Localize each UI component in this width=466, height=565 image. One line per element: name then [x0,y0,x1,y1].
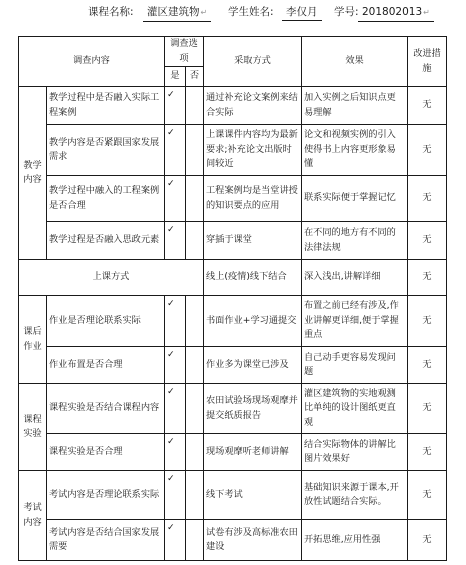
table-row [19,347,447,384]
no-cell [186,176,204,222]
student-name-value: 李仅月 [282,4,322,21]
method-cell: 通过补充论文案例来结合实际 [204,87,302,125]
effect-cell: 在不同的地方有不同的法律法规 [302,222,408,260]
yes-check: ✓ [165,347,186,384]
item-cell: 考试内容是否结合国家发展需要 [47,520,165,561]
group-teaching: 教学内容 [19,87,47,260]
paragraph-mark-icon: ↵ [200,8,208,17]
group-exam: 考试内容 [19,471,47,561]
effect-cell: 开拓思维,应用性强 [302,520,408,561]
survey-table [18,36,447,561]
method-cell: 农田试验场现场观摩并提交纸质报告 [204,384,302,434]
header-effect: 效果 [302,37,408,87]
header-yes: 是 [165,67,186,87]
table-row [19,222,447,260]
no-cell [186,471,204,520]
table-row [19,87,447,125]
item-cell: 作业是否理论联系实际 [47,296,165,347]
course-name-value [143,4,211,22]
effect-cell: 加入实例之后知识点更易理解 [302,87,408,125]
no-cell [186,87,204,125]
method-cell: 穿插于课堂 [204,222,302,260]
effect-cell: 布置之前已经有涉及,作业讲解更详细,便于掌握重点 [302,296,408,347]
form-header [0,4,466,20]
item-cell: 教学过程中是否融入实际工程案例 [47,87,165,125]
yes-check: ✓ [165,87,186,125]
yes-check: ✓ [165,434,186,471]
effect-cell: 基础知识来源于课本,开放性试题结合实际。 [302,471,408,520]
table-header-row [19,37,447,67]
table-row [19,260,447,296]
yes-check: ✓ [165,296,186,347]
yes-check: ✓ [165,176,186,222]
item-cell: 课程实验是否结合课程内容 [47,384,165,434]
no-cell [186,520,204,561]
header-content: 调查内容 [19,37,165,87]
method-cell: 线下考试 [204,471,302,520]
yes-check: ✓ [165,222,186,260]
no-cell [186,125,204,176]
effect-cell: 结合实际物体的讲解比图片效果好 [302,434,408,471]
table-row [19,520,447,561]
student-id-text: 201802013 [362,6,423,18]
effect-cell: 论文和视频实例的引入使得书上内容更形象易懂 [302,125,408,176]
table-row [19,434,447,471]
improve-cell: 无 [408,471,447,520]
yes-check: ✓ [165,125,186,176]
student-name-label: 学生姓名: [228,6,274,18]
course-name-text: 灌区建筑物 [147,6,200,18]
method-cell: 试卷有涉及高标准农田建设 [204,520,302,561]
paragraph-mark-icon: ↵ [423,8,430,17]
item-cell: 课程实验是否合理 [47,434,165,471]
student-id-label: 学号: [334,6,359,18]
item-cell: 教学内容是否紧跟国家发展需求 [47,125,165,176]
item-cell: 教学过程是否融入思政元素 [47,222,165,260]
table-row [19,471,447,520]
header-options: 调查选项 [165,37,204,67]
improve-cell: 无 [408,347,447,384]
yes-check: ✓ [165,520,186,561]
header-no: 否 [186,67,204,87]
table-row [19,296,447,347]
method-cell: 作业多为课堂已涉及 [204,347,302,384]
improve-cell: 无 [408,520,447,561]
effect-cell: 联系实际便于掌握记忆 [302,176,408,222]
effect-cell: 灌区建筑物的实地观测比单纯的设计图纸更直观 [302,384,408,434]
group-class-mode: 上课方式 [19,260,204,296]
no-cell [186,296,204,347]
item-cell: 考试内容是否理论联系实际 [47,471,165,520]
effect-cell: 自己动手更容易发现问题 [302,347,408,384]
table-row [19,125,447,176]
item-cell: 教学过程中融入的工程案例是否合理 [47,176,165,222]
group-lab: 课程实验 [19,384,47,471]
method-cell: 线上(疫情)线下结合 [204,260,302,296]
effect-cell: 深入浅出,讲解详细 [302,260,408,296]
improve-cell: 无 [408,87,447,125]
no-cell [186,384,204,434]
method-cell: 工程案例均是当堂讲授的知识要点的应用 [204,176,302,222]
improve-cell: 无 [408,434,447,471]
yes-check: ✓ [165,384,186,434]
table-row [19,384,447,434]
method-cell: 上课课件内容均为最新要求;补充论文出版时间较近 [204,125,302,176]
improve-cell: 无 [408,125,447,176]
header-improve: 改进措施 [408,37,447,87]
improve-cell: 无 [408,176,447,222]
group-homework: 课后作业 [19,296,47,384]
improve-cell: 无 [408,260,447,296]
no-cell [186,222,204,260]
course-name-label: 课程名称: [88,6,134,18]
method-cell: 书面作业+学习通提交 [204,296,302,347]
no-cell [186,434,204,471]
table-row [19,176,447,222]
improve-cell: 无 [408,296,447,347]
student-id-value [358,4,434,22]
improve-cell: 无 [408,384,447,434]
yes-check: ✓ [165,471,186,520]
method-cell: 现场观摩听老师讲解 [204,434,302,471]
item-cell: 作业布置是否合理 [47,347,165,384]
improve-cell: 无 [408,222,447,260]
no-cell [186,347,204,384]
header-method: 采取方式 [204,37,302,87]
